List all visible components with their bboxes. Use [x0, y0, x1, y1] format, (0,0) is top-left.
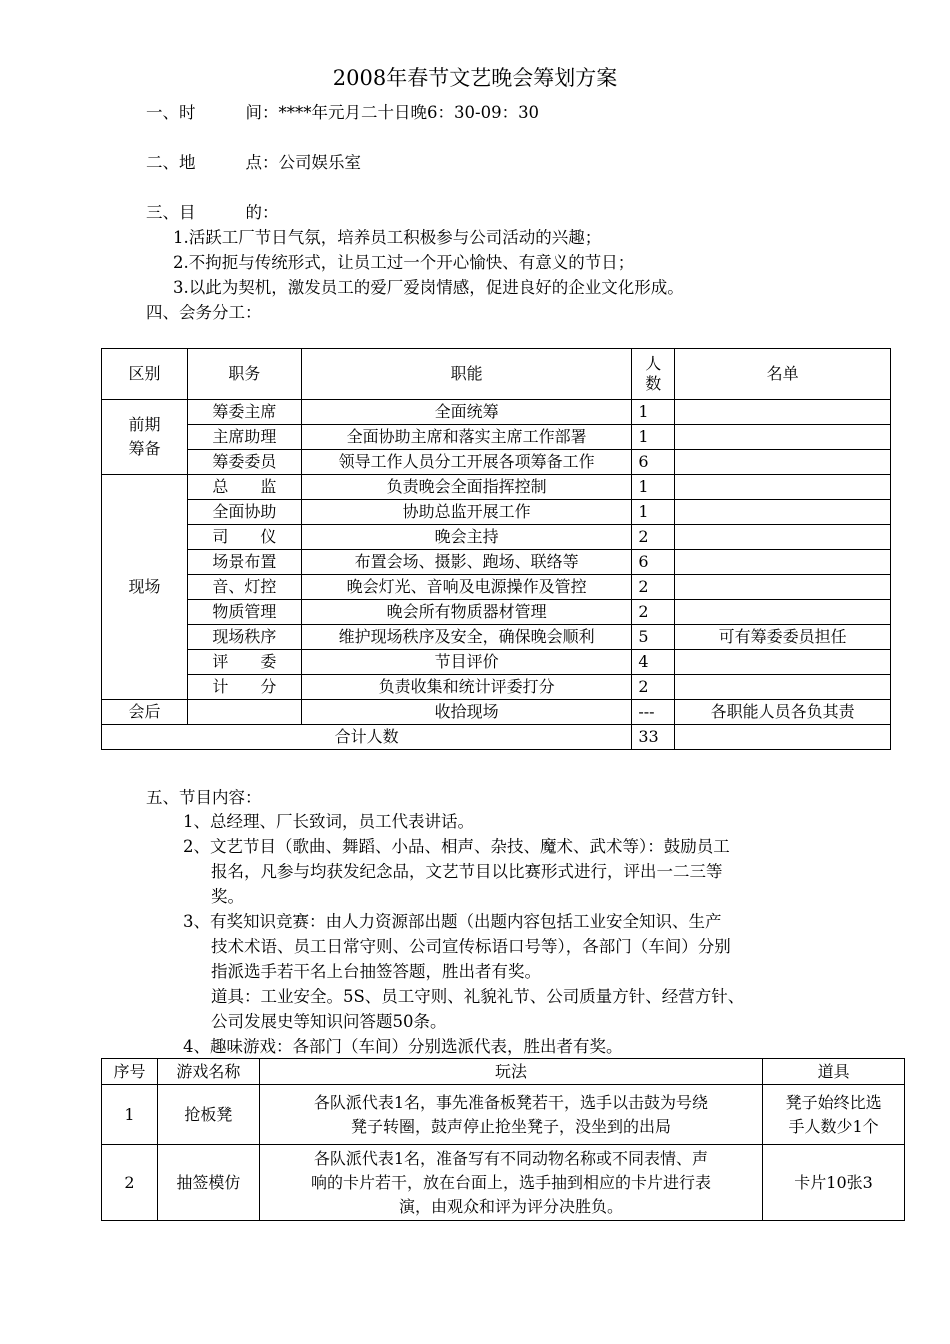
purpose-label-2: 的：: [245, 203, 279, 222]
table-row: [102, 550, 891, 575]
role-cell: 筹委主席: [187, 400, 301, 425]
area-cell: 现场: [102, 475, 188, 700]
function-cell: 收拾现场: [301, 700, 632, 725]
purpose-item: 1.活跃工厂节日气氛，培养员工积极参与公司活动的兴趣；: [173, 228, 602, 247]
count-cell: 2: [632, 600, 675, 625]
role-cell: 主席助理: [187, 425, 301, 450]
role-cell: 评 委: [187, 650, 301, 675]
duty-table-header: [102, 349, 891, 400]
program-item-cont: 公司发展史等知识问答题50条。: [211, 1012, 447, 1031]
function-cell: 晚会所有物质器材管理: [301, 600, 632, 625]
area-cell: 会后: [102, 700, 188, 725]
role-cell: 筹委委员: [187, 450, 301, 475]
function-cell: 布置会场、摄影、跑场、联络等: [301, 550, 632, 575]
duty-table: [101, 348, 891, 750]
names-cell: [675, 425, 891, 450]
table-row: [102, 700, 891, 725]
program-item-cont: 指派选手若干名上台抽签答题，胜出者有奖。: [211, 962, 541, 981]
game-name: 抢板凳: [157, 1085, 259, 1145]
names-cell: [675, 400, 891, 425]
header-no: 序号: [102, 1059, 158, 1085]
table-row: [102, 575, 891, 600]
total-row: [102, 725, 891, 750]
header-role: 职务: [187, 349, 301, 400]
program-heading: 五、节目内容：: [146, 788, 262, 807]
game-rules: 各队派代表1名，准备写有不同动物名称或不同表情、声 响的卡片若干，放在台面上，选手抽到相应的卡片进行表 演，由观众和评为评分决胜负。: [259, 1145, 762, 1221]
time-label: 一、时: [146, 103, 196, 122]
names-cell: 各职能人员各负其责: [675, 700, 891, 725]
names-cell: [675, 675, 891, 700]
game-name: 抽签模仿: [157, 1145, 259, 1221]
total-label: 合计人数: [102, 725, 632, 750]
names-cell: [675, 600, 891, 625]
game-no: 1: [102, 1085, 158, 1145]
count-cell: 1: [632, 425, 675, 450]
table-row: [102, 625, 891, 650]
game-rules: 各队派代表1名，事先准备板凳若干，选手以击鼓为号绕 凳子转圈，鼓声停止抢坐凳子，没坐到的出局: [259, 1085, 762, 1145]
table-row: [102, 600, 891, 625]
count-cell: 6: [632, 550, 675, 575]
function-cell: 全面协助主席和落实主席工作部署: [301, 425, 632, 450]
names-cell: [675, 475, 891, 500]
document-title: 2008年春节文艺晚会筹划方案: [332, 66, 618, 90]
game-table: [101, 1058, 905, 1221]
purpose-heading: [146, 202, 279, 224]
game-no: 2: [102, 1145, 158, 1221]
names-cell: [675, 525, 891, 550]
function-cell: 节目评价: [301, 650, 632, 675]
header-rules: 玩法: [259, 1059, 762, 1085]
function-cell: 晚会主持: [301, 525, 632, 550]
header-names: 名单: [675, 349, 891, 400]
count-cell: 2: [632, 675, 675, 700]
program-item: 3、有奖知识竞赛：由人力资源部出题（出题内容包括工业安全知识、生产: [183, 912, 722, 931]
count-cell: 6: [632, 450, 675, 475]
function-cell: 晚会灯光、音响及电源操作及管控: [301, 575, 632, 600]
purpose-item: 3.以此为契机，激发员工的爱厂爱岗情感，促进良好的企业文化形成。: [173, 278, 684, 297]
program-item-cont: 技术术语、员工日常守则、公司宣传标语口号等），各部门（车间）分别: [211, 937, 731, 956]
names-cell: [675, 450, 891, 475]
count-cell: 1: [632, 400, 675, 425]
table-row: [102, 450, 891, 475]
header-count: 人 数: [632, 349, 675, 400]
role-cell: 音、灯控: [187, 575, 301, 600]
place-value: 公司娱乐室: [278, 153, 361, 172]
program-item-cont: 报名，凡参与均获发纪念品，文艺节目以比赛形式进行，评出一二三等: [211, 862, 723, 881]
header-area: 区别: [102, 349, 188, 400]
program-item-cont: 奖。: [211, 887, 244, 906]
function-cell: 协助总监开展工作: [301, 500, 632, 525]
place-line: [146, 152, 361, 174]
role-cell: [187, 700, 301, 725]
place-label: 二、地: [146, 153, 196, 172]
role-cell: 现场秩序: [187, 625, 301, 650]
total-names: [675, 725, 891, 750]
program-item: 4、趣味游戏：各部门（车间）分别选派代表，胜出者有奖。: [183, 1037, 623, 1056]
program-item-cont: 道具：工业安全。5S、员工守则、礼貌礼节、公司质量方针、经营方针、: [211, 987, 745, 1006]
function-cell: 维护现场秩序及安全，确保晚会顺利: [301, 625, 632, 650]
role-cell: 全面协助: [187, 500, 301, 525]
program-item: 1、总经理、厂长致词，员工代表讲话。: [183, 812, 474, 831]
time-value: ****年元月二十日晚6：30-09：30: [278, 103, 540, 122]
function-cell: 领导工作人员分工开展各项筹备工作: [301, 450, 632, 475]
count-cell: 4: [632, 650, 675, 675]
game-props: 凳子始终比选 手人数少1个: [763, 1085, 905, 1145]
names-cell: [675, 650, 891, 675]
count-cell: 1: [632, 500, 675, 525]
table-row: [102, 425, 891, 450]
area-cell: 前期筹备: [102, 400, 188, 475]
function-cell: 负责收集和统计评委打分: [301, 675, 632, 700]
game-props: 卡片10张3: [763, 1145, 905, 1221]
names-cell: 可有筹委委员担任: [675, 625, 891, 650]
names-cell: [675, 550, 891, 575]
table-row: [102, 1085, 905, 1145]
table-row: [102, 500, 891, 525]
count-cell: 2: [632, 525, 675, 550]
count-cell: 1: [632, 475, 675, 500]
count-cell: 5: [632, 625, 675, 650]
header-name: 游戏名称: [157, 1059, 259, 1085]
total-value: 33: [632, 725, 675, 750]
function-cell: 全面统筹: [301, 400, 632, 425]
names-cell: [675, 500, 891, 525]
purpose-label: 三、目: [146, 203, 196, 222]
header-function: 职能: [301, 349, 632, 400]
program-item: 2、文艺节目（歌曲、舞蹈、小品、相声、杂技、魔术、武术等）：鼓励员工: [183, 837, 730, 856]
count-cell: ---: [632, 700, 675, 725]
game-table-header: [102, 1059, 905, 1085]
place-label-2: 点：: [245, 153, 279, 172]
role-cell: 计 分: [187, 675, 301, 700]
table-row: [102, 1145, 905, 1221]
count-cell: 2: [632, 575, 675, 600]
table-row: [102, 675, 891, 700]
role-cell: 总 监: [187, 475, 301, 500]
purpose-item: 2.不拘扼与传统形式，让员工过一个开心愉快、有意义的节日；: [173, 253, 635, 272]
role-cell: 司 仪: [187, 525, 301, 550]
time-line: [146, 102, 539, 124]
table-row: [102, 400, 891, 425]
table-row: [102, 475, 891, 500]
role-cell: 物质管理: [187, 600, 301, 625]
time-label-2: 间：: [245, 103, 279, 122]
header-props: 道具: [763, 1059, 905, 1085]
table-row: [102, 525, 891, 550]
division-heading: 四、会务分工：: [146, 303, 262, 322]
role-cell: 场景布置: [187, 550, 301, 575]
table-row: [102, 650, 891, 675]
function-cell: 负责晚会全面指挥控制: [301, 475, 632, 500]
names-cell: [675, 575, 891, 600]
